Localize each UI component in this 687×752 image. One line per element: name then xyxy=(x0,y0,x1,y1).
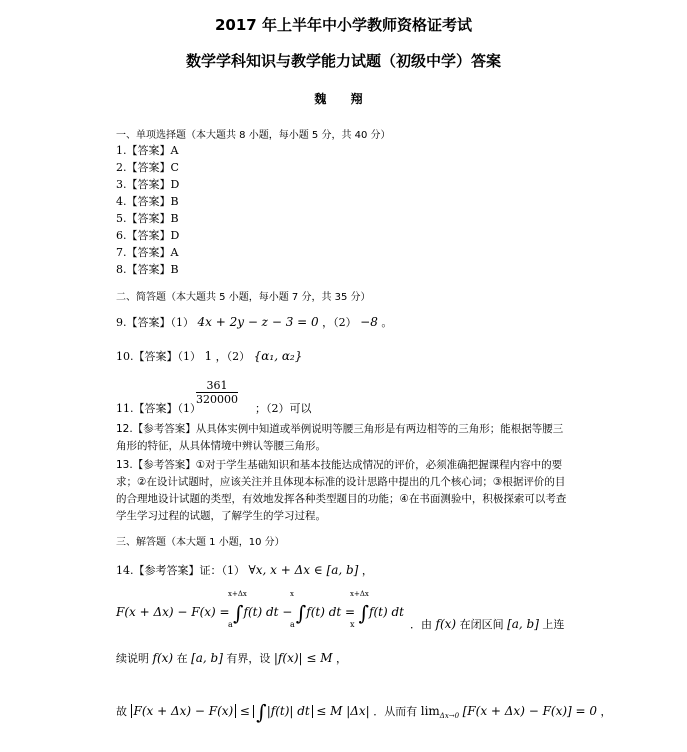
bound-m: |f(x)| ≤ M xyxy=(273,651,333,665)
integral-sign: ∫ xyxy=(295,601,307,625)
text-hence: ．从而有 xyxy=(373,705,418,718)
text-continuous: 上连 xyxy=(542,618,565,631)
answer-1: 1.【答案】A xyxy=(116,144,179,157)
text-therefore: 故 xyxy=(116,705,127,718)
answer-10-value2: {α₁, α₂} xyxy=(253,349,303,363)
answer-9-formula: 4x + 2y − z − 3 = 0 xyxy=(197,315,319,329)
answer-10 xyxy=(116,348,302,364)
fraction-denominator: 320000 xyxy=(196,393,238,406)
limit-top-3: x+Δx xyxy=(350,590,369,598)
text-closed-interval: 在闭区间 xyxy=(459,618,504,631)
answer-10-mid: ，（2） xyxy=(215,350,251,363)
answer-14-integral-formula xyxy=(116,601,404,625)
answer-14-intro xyxy=(116,562,373,578)
limit-bottom-2: a xyxy=(290,620,295,629)
answer-9-end: 。 xyxy=(381,316,393,329)
le-sign: ≤ xyxy=(239,704,250,718)
limit-bottom-1: a xyxy=(228,620,233,629)
fx: f(x) xyxy=(435,617,457,631)
author-name: 魏 翔 xyxy=(314,92,373,106)
integral-1: f(t) dt − xyxy=(243,605,293,619)
section-3-heading: 三、解答题（本大题 1 小题，10 分） xyxy=(116,537,285,548)
limit-top-2: x xyxy=(290,590,294,598)
lim-operator: lim xyxy=(420,704,440,718)
answer-2: 2.【答案】C xyxy=(116,161,179,174)
answer-13: 13.【参考答案】①对于学生基础知识和基本技能达成情况的评价，必须准确把握课程内容中的要求；②在设计试题时，应该关注并且体现本标准的设计思路中提出的几个核心词；③根据评价的目的合理地设计试题的类型，有效地发挥各种类型题目的功能；④在书面测验中，积极探索可以考查学生学习过程的试题，了解学生的学习过程。 xyxy=(116,459,567,522)
comma: ， xyxy=(600,705,612,718)
answer-11-label: 11.【答案】（1） xyxy=(116,402,201,415)
text-bounded: 有界，设 xyxy=(226,652,271,665)
rhs-bound: ≤ M |Δx| xyxy=(316,704,370,718)
fx: f(x) xyxy=(152,651,174,665)
fraction-numerator: 361 xyxy=(196,379,238,393)
answer-9 xyxy=(116,314,392,330)
formula-lhs: F(x + Δx) − F(x) = xyxy=(116,605,230,619)
text-on: 在 xyxy=(176,652,188,665)
comma: ， xyxy=(336,652,348,665)
answer-9-label: 9.【答案】（1） xyxy=(116,316,194,329)
integral-3: f(t) dt xyxy=(369,605,404,619)
answer-10-value1: 1 xyxy=(204,349,213,363)
answer-14-condition: ∀x, x + Δx ∈ [a, b] xyxy=(248,563,359,577)
text-shows: 续说明 xyxy=(116,652,149,665)
abs-difference: F(x + Δx) − F(x) xyxy=(131,704,237,718)
page-title: 2017 年上半年中小学教师资格证考试 xyxy=(215,16,472,34)
limit-top-1: x+Δx xyxy=(228,590,247,598)
answer-6: 6.【答案】D xyxy=(116,229,180,242)
page-subtitle: 数学学科知识与教学能力试题（初级中学）答案 xyxy=(185,52,501,70)
answer-7: 7.【答案】A xyxy=(116,246,179,259)
answer-11-fraction xyxy=(196,379,238,406)
interval-ab: [a, b] xyxy=(191,651,223,665)
answer-5: 5.【答案】B xyxy=(116,212,179,225)
answer-10-label: 10.【答案】（1） xyxy=(116,350,201,363)
integral-2: f(t) dt = xyxy=(306,605,356,619)
answer-9-value: −8 xyxy=(360,315,378,329)
answer-14-label: 14.【参考答案】证：（1） xyxy=(116,564,245,577)
answer-9-mid: ，（2） xyxy=(322,316,357,329)
answer-8: 8.【答案】B xyxy=(116,263,179,276)
lim-subscript: Δx→0 xyxy=(439,712,460,721)
answer-11-suffix: ；（2）可以 xyxy=(255,402,312,415)
answer-4: 4.【答案】B xyxy=(116,195,179,208)
comma: ， xyxy=(361,564,373,577)
limit-bottom-3: x xyxy=(350,620,355,629)
integral-sign: ∫ xyxy=(256,700,267,724)
answer-14-bounded-line xyxy=(116,650,347,666)
interval-ab: [a, b] xyxy=(507,617,539,631)
answer-14-continuation xyxy=(410,616,564,632)
answer-3: 3.【答案】D xyxy=(116,178,180,191)
abs-integral: |f(t)| dt xyxy=(266,704,310,718)
answer-14-limit-line xyxy=(116,700,612,724)
answer-12: 12.【参考答案】从具体实例中知道或举例说明等腰三角形是有两边相等的三角形；能根据等腰三角形的特征，从具体情境中辨认等腰三角形。 xyxy=(116,423,564,452)
text-by: ．由 xyxy=(410,618,432,631)
integral-sign: ∫ xyxy=(358,601,370,625)
lim-expression: [F(x + Δx) − F(x)] = 0 xyxy=(462,704,598,718)
section-1-heading: 一、单项选择题（本大题共 8 小题，每小题 5 分，共 40 分） xyxy=(116,130,391,141)
integral-sign: ∫ xyxy=(233,601,244,625)
section-2-heading: 二、简答题（本大题共 5 小题，每小题 7 分，共 35 分） xyxy=(116,292,371,303)
